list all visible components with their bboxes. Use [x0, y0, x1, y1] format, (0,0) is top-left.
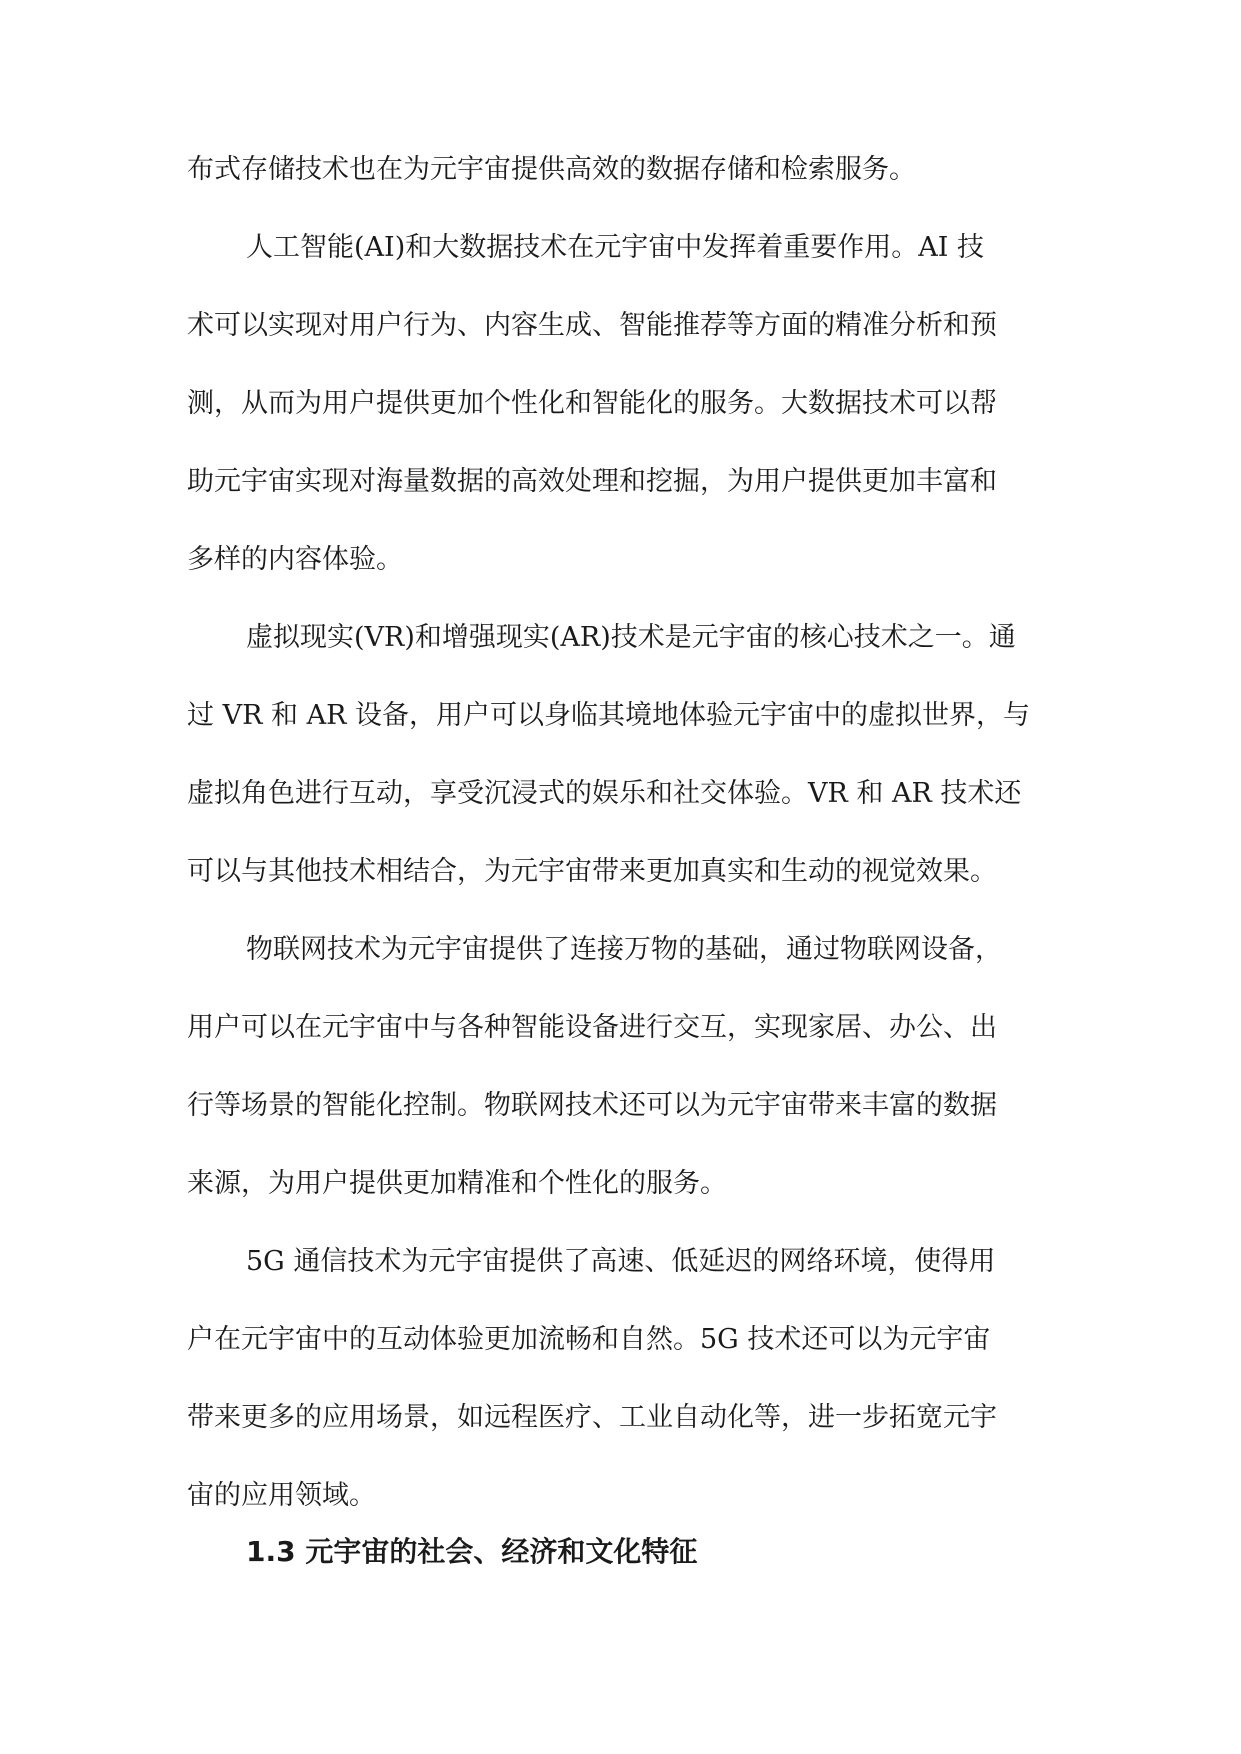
- paragraph-line: 来源，为用户提供更加精准和个性化的服务。: [187, 1168, 727, 1199]
- paragraph-line: 虚拟角色进行互动，享受沉浸式的娱乐和社交体验。VR 和 AR 技术还: [187, 778, 1022, 809]
- paragraph-line: 宙的应用领域。: [187, 1480, 376, 1511]
- paragraph-line: 行等场景的智能化控制。物联网技术还可以为元宇宙带来丰富的数据: [187, 1090, 997, 1121]
- paragraph-line: 5G 通信技术为元宇宙提供了高速、低延迟的网络环境，使得用: [246, 1246, 996, 1277]
- paragraph-line: 用户可以在元宇宙中与各种智能设备进行交互，实现家居、办公、出: [187, 1012, 997, 1043]
- paragraph-line: 人工智能(AI)和大数据技术在元宇宙中发挥着重要作用。AI 技: [246, 232, 984, 263]
- paragraph-line: 带来更多的应用场景，如远程医疗、工业自动化等，进一步拓宽元宇: [187, 1402, 997, 1433]
- paragraph-line: 助元宇宙实现对海量数据的高效处理和挖掘，为用户提供更加丰富和: [187, 466, 997, 497]
- section-heading: 1.3 元宇宙的社会、经济和文化特征: [246, 1535, 698, 1568]
- paragraph-line: 布式存储技术也在为元宇宙提供高效的数据存储和检索服务。: [187, 154, 916, 185]
- paragraph-line: 虚拟现实(VR)和增强现实(AR)技术是元宇宙的核心技术之一。通: [246, 622, 1016, 653]
- paragraph-line: 可以与其他技术相结合，为元宇宙带来更加真实和生动的视觉效果。: [187, 856, 997, 887]
- paragraph-line: 术可以实现对用户行为、内容生成、智能推荐等方面的精准分析和预: [187, 310, 997, 341]
- paragraph-line: 多样的内容体验。: [187, 544, 403, 575]
- paragraph-line: 户在元宇宙中的互动体验更加流畅和自然。5G 技术还可以为元宇宙: [187, 1324, 991, 1355]
- paragraph-line: 过 VR 和 AR 设备，用户可以身临其境地体验元宇宙中的虚拟世界，与: [187, 700, 1030, 731]
- paragraph-line: 物联网技术为元宇宙提供了连接万物的基础，通过物联网设备，: [246, 934, 1002, 965]
- paragraph-line: 测，从而为用户提供更加个性化和智能化的服务。大数据技术可以帮: [187, 388, 997, 419]
